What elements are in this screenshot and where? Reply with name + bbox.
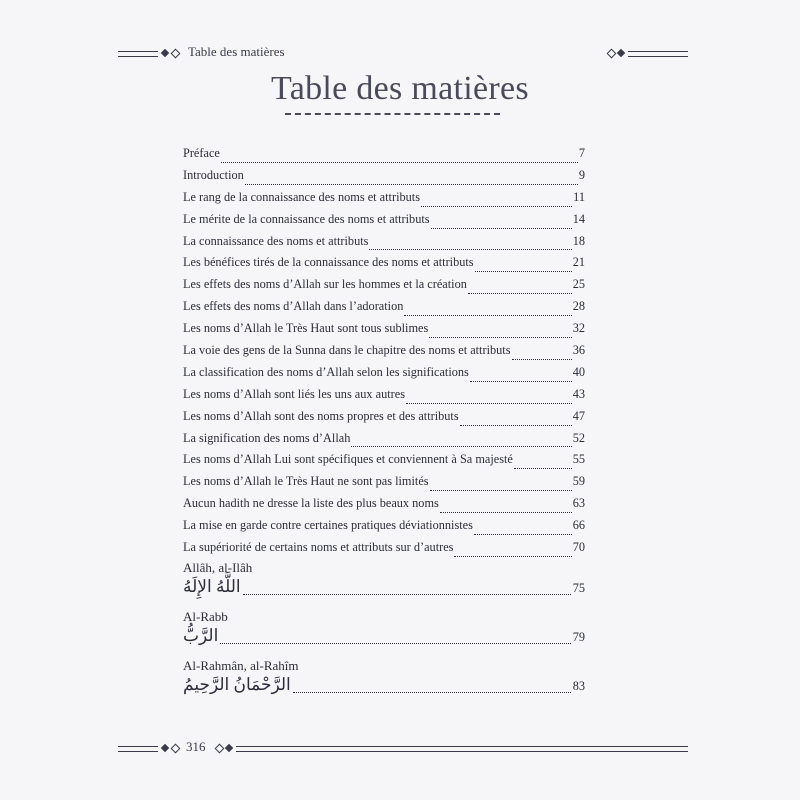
page-title: Table des matières [271, 70, 529, 107]
toc-entry-title: Les effets des noms d’Allah dans l’adoration [183, 299, 404, 314]
toc-entry-page: 32 [572, 321, 585, 336]
running-header [118, 45, 688, 61]
header-rule-left [118, 51, 158, 57]
toc-entry-title: La supériorité de certains noms et attributs sur d’autres [183, 540, 454, 555]
name-entry [183, 658, 585, 699]
title-underline [285, 113, 500, 115]
toc-entry [183, 234, 585, 256]
dot-leader [293, 691, 571, 693]
toc-entry [183, 409, 585, 431]
name-arabic: الرَّحْمَانُ الرَّحِيمُ [183, 675, 291, 694]
name-entry-page: 75 [572, 581, 585, 595]
dot-leader [474, 533, 572, 535]
toc-entry [183, 365, 585, 387]
name-arabic: الرَّبُّ [183, 626, 219, 645]
name-entry-page: 79 [572, 630, 585, 644]
toc-entry-page: 28 [572, 299, 585, 314]
toc-entry-page: 9 [578, 167, 585, 182]
toc-entry [183, 168, 585, 190]
divine-names-list [183, 560, 585, 707]
toc-entry [183, 146, 585, 168]
toc-entry-page: 47 [572, 408, 585, 423]
dot-leader [245, 183, 578, 185]
toc-entry [183, 299, 585, 321]
dot-leader [221, 161, 578, 163]
header-diamond-icon [617, 49, 625, 57]
header-diamond-icon [171, 49, 181, 59]
header-rule-right [628, 51, 688, 57]
dot-leader [514, 467, 572, 469]
toc-entry-page: 14 [572, 211, 585, 226]
toc-entry-title: La mise en garde contre certaines pratiques déviationnistes [183, 518, 473, 533]
dot-leader [468, 292, 572, 294]
dot-leader [460, 424, 572, 426]
toc-entry-page: 21 [572, 255, 585, 270]
name-entry-row [183, 675, 585, 699]
header-diamond-icon [607, 49, 617, 59]
toc-entry-title: Introduction [183, 167, 244, 182]
running-footer [118, 740, 688, 756]
toc-entry-page: 40 [572, 364, 585, 379]
toc-entry [183, 431, 585, 453]
header-diamond-icon [161, 49, 169, 57]
footer-diamond-icon [215, 744, 225, 754]
toc-entry-page: 52 [572, 430, 585, 445]
dot-leader [431, 227, 572, 229]
toc-entry-page: 36 [572, 343, 585, 358]
toc-entry-title: La classification des noms d’Allah selon les significations [183, 364, 469, 379]
toc-entry-page: 43 [572, 386, 585, 401]
toc-entry-title: La voie des gens de la Sunna dans le chapitre des noms et attributs [183, 343, 511, 358]
toc-entry-title: La signification des noms d’Allah [183, 430, 351, 445]
toc-entry [183, 343, 585, 365]
toc-entry-page: 7 [578, 146, 585, 160]
toc-entry-page: 55 [572, 452, 585, 467]
toc-entry [183, 496, 585, 518]
toc-entry-title: Les effets des noms d’Allah sur les hommes et la création [183, 277, 467, 292]
dot-leader [404, 314, 571, 316]
toc-entry-title: Les noms d’Allah Lui sont spécifiques et conviennent à Sa majesté [183, 452, 513, 467]
footer-diamond-icon [225, 744, 233, 752]
toc-entry [183, 190, 585, 212]
toc-entry [183, 452, 585, 474]
name-entry-row [183, 577, 585, 601]
dot-leader [454, 555, 571, 557]
dot-leader [470, 380, 572, 382]
toc-entry-page: 70 [572, 540, 585, 555]
dot-leader [369, 248, 571, 250]
toc-entry [183, 212, 585, 234]
name-entry-page: 83 [572, 679, 585, 693]
toc-entry-page: 18 [572, 233, 585, 248]
name-transliteration: Allâh, al-Ilâh [183, 560, 253, 575]
dot-leader [512, 358, 572, 360]
name-transliteration: Al-Rahmân, al-Rahîm [183, 658, 299, 673]
toc-entry-title: La connaissance des noms et attributs [183, 233, 369, 248]
name-entry [183, 560, 585, 601]
name-transliteration: Al-Rabb [183, 609, 228, 624]
toc-entry [183, 255, 585, 277]
name-entry [183, 609, 585, 650]
toc-entry [183, 474, 585, 496]
dot-leader [243, 593, 571, 595]
name-arabic: اللَّهُ الإِلَهُ [183, 577, 241, 596]
toc-entry-title: Aucun hadith ne dresse la liste des plus beaux noms [183, 496, 439, 511]
footer-rule-left [118, 746, 158, 752]
toc-entry [183, 540, 585, 562]
dot-leader [351, 445, 571, 447]
running-title: Table des matières [188, 44, 285, 59]
toc-entry-title: Les bénéfices tirés de la connaissance des noms et attributs [183, 255, 474, 270]
dot-leader [421, 205, 572, 207]
toc-entry-page: 11 [573, 189, 585, 204]
toc-entry [183, 387, 585, 409]
toc-entry-page: 63 [572, 496, 585, 511]
toc-entry-title: Les noms d’Allah sont liés les uns aux autres [183, 386, 405, 401]
footer-diamond-icon [161, 744, 169, 752]
toc-entry [183, 518, 585, 540]
toc-entry-title: Le mérite de la connaissance des noms et attributs [183, 211, 430, 226]
dot-leader [429, 336, 571, 338]
dot-leader [220, 642, 570, 644]
toc-entry-title: Le rang de la connaissance des noms et attributs [183, 189, 420, 204]
toc-entry-title: Les noms d’Allah sont des noms propres et des attributs [183, 408, 459, 423]
toc-entry-title: Préface [183, 146, 220, 160]
toc-entry-page: 59 [572, 474, 585, 489]
footer-rule-right [236, 746, 688, 752]
dot-leader [475, 270, 572, 272]
name-entry-row [183, 626, 585, 650]
dot-leader [406, 402, 572, 404]
footer-diamond-icon [171, 744, 181, 754]
toc-entry-page: 25 [572, 277, 585, 292]
page-number: 316 [186, 739, 206, 754]
dot-leader [430, 489, 572, 491]
toc-entry [183, 321, 585, 343]
toc-entry [183, 277, 585, 299]
dot-leader [440, 511, 572, 513]
table-of-contents [183, 146, 585, 562]
toc-entry-page: 66 [572, 518, 585, 533]
toc-entry-title: Les noms d’Allah le Très Haut sont tous sublimes [183, 321, 429, 336]
toc-entry-title: Les noms d’Allah le Très Haut ne sont pas limités [183, 474, 429, 489]
